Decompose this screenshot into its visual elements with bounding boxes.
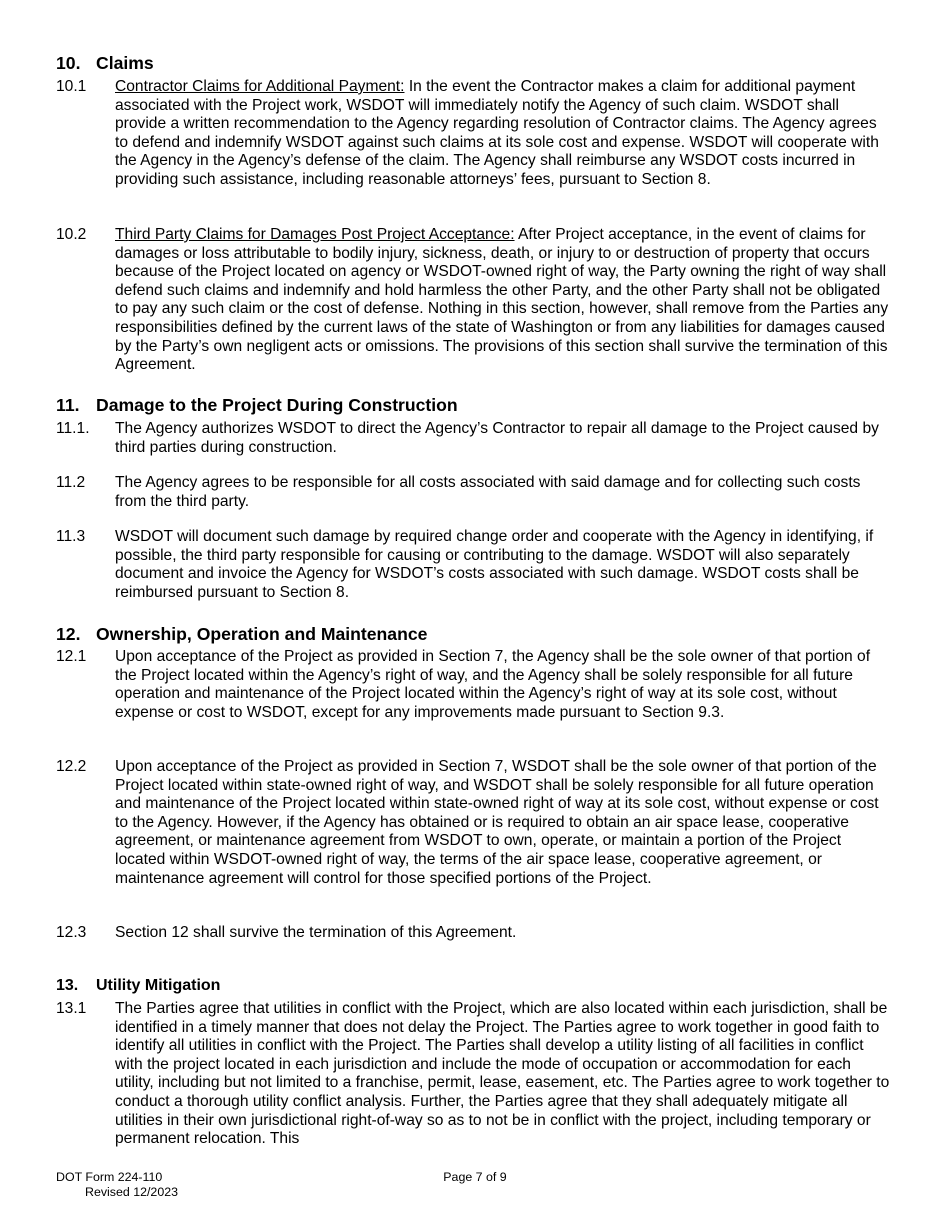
section-title: Utility Mitigation [96,977,221,994]
section-number: 11. [56,395,80,415]
section-title: Damage to the Project During Construction [96,395,458,415]
clause-text: The Agency authorizes WSDOT to direct the Agency’s Contractor to repair all damage to the Project caused by third parties during construction. [115,420,879,456]
clause-text: The Agency agrees to be responsible for all costs associated with said damage and for collecting such costs from the third party. [115,474,861,510]
clause-number: 13.1 [56,1000,87,1017]
clause-number: 12.1 [56,648,87,665]
clause-11-1 [56,420,896,457]
clause-number: 10.1 [56,78,87,95]
section-number: 12. [56,624,81,644]
section-number: 10. [56,53,81,73]
clause-text: WSDOT will document such damage by required change order and cooperate with the Agency in identifying, if possible, the third party responsible for causing or contributing to the damage. WSDOT will also separately document and invoice the Agency for WSDOT’s costs associated with such damage. WSDOT costs shall be reimbursed pursuant to Section 8. [115,528,874,601]
clause-10-1 [56,78,896,190]
clause-text: Upon acceptance of the Project as provided in Section 7, WSDOT shall be the sole owner of that portion of the Project located within state-owned right of way, and WSDOT shall be solely responsible for all future operation and maintenance of the Project located within state-owned right of way at its sole cost, without expense or cost to the Agency. However, if the Agency has obtained or is required to obtain an air space lease, cooperative agreement, or maintenance agreement from WSDOT to own, operate, or maintain a portion of the Project located within WSDOT-owned right of way, the terms of the air space lease, cooperative agreement, or maintenance agreement will control for those specified portions of the Project. [115,758,879,887]
section-title: Ownership, Operation and Maintenance [96,624,428,644]
clause-text: Section 12 shall survive the termination of this Agreement. [115,924,517,941]
clause-number: 10.2 [56,226,87,243]
clause-label: Third Party Claims for Damages Post Project Acceptance: [115,226,515,243]
clause-number: 11.2 [56,474,86,491]
clause-text: Upon acceptance of the Project as provided in Section 7, the Agency shall be the sole owner of that portion of the Project located within the Agency’s right of way, and the Agency shall be solely responsible for all future operation and maintenance of the Project located within the Agency’s right of way at its sole cost, without expense or cost to WSDOT, except for any improvements made pursuant to Section 9.3. [115,648,871,721]
clause-11-3 [56,528,896,602]
section-13-heading [56,976,220,996]
clause-10-2 [56,226,896,375]
clause-12-1 [56,648,896,722]
section-12-heading [56,624,427,644]
clause-12-3 [56,924,896,943]
clause-number: 12.3 [56,924,87,941]
section-number: 13. [56,977,79,994]
clause-number: 12.2 [56,758,87,775]
clause-11-2 [56,474,896,511]
clause-13-1 [56,1000,896,1149]
footer-page-number: Page 7 of 9 [443,1170,507,1184]
clause-number: 11.3 [56,528,86,545]
section-11-heading [56,395,458,415]
section-10-heading [56,53,154,73]
footer-form-number: DOT Form 224-110 [56,1170,163,1184]
clause-12-2 [56,758,896,888]
clause-text: The Parties agree that utilities in conflict with the Project, which are also located within each jurisdiction, shall be identified in a timely manner that does not delay the Project. The Parties agree to work together in good faith to identify all utilities in conflict with the Project. The Parties shall develop a utility listing of all facilities in conflict with the project located in each jurisdiction and include the mode of occupation or accommodation for each utility, including but not limited to a franchise, permit, lease, easement, etc. The Parties agree to work together to conduct a thorough utility conflict analysis. Further, the Parties agree that they shall adequately mitigate all utilities in their own jurisdictional right-of-way so as to not be in conflict with the project, including temporary or permanent relocation. This [115,1000,890,1148]
footer-revision: Revised 12/2023 [85,1184,178,1199]
clause-text: In the event the Contractor makes a claim for additional payment associated with the Project work, WSDOT will immediately notify the Agency of such claim. WSDOT shall provide a written recommendation to the Agency regarding resolution of Contractor claims. The Agency agrees to defend and indemnify WSDOT against such claims at its sole cost and expense. WSDOT will cooperate with the Agency in the Agency’s defense of the claim. The Agency shall reimburse any WSDOT costs incurred in providing such assistance, including reasonable attorneys’ fees, pursuant to Section 8. [115,78,879,188]
clause-label: Contractor Claims for Additional Payment: [115,78,405,95]
section-title: Claims [96,53,154,73]
clause-text: After Project acceptance, in the event of claims for damages or loss attributable to bodily injury, sickness, death, or injury to or destruction of property that occurs because of the Project located on agency or WSDOT-owned right of way, the Party owning the right of way shall defend such claims and indemnify and hold harmless the other Party, and the other Party shall not be obligated to pay any such claim or the cost of defense. Nothing in this section, however, shall remove from the Parties any responsibilities defined by the current laws of the state of Washington or from any liabilities for damages caused by the Party’s own negligent acts or omissions. The provisions of this section shall survive the termination of this Agreement. [115,226,889,374]
clause-number: 11.1. [56,420,90,437]
